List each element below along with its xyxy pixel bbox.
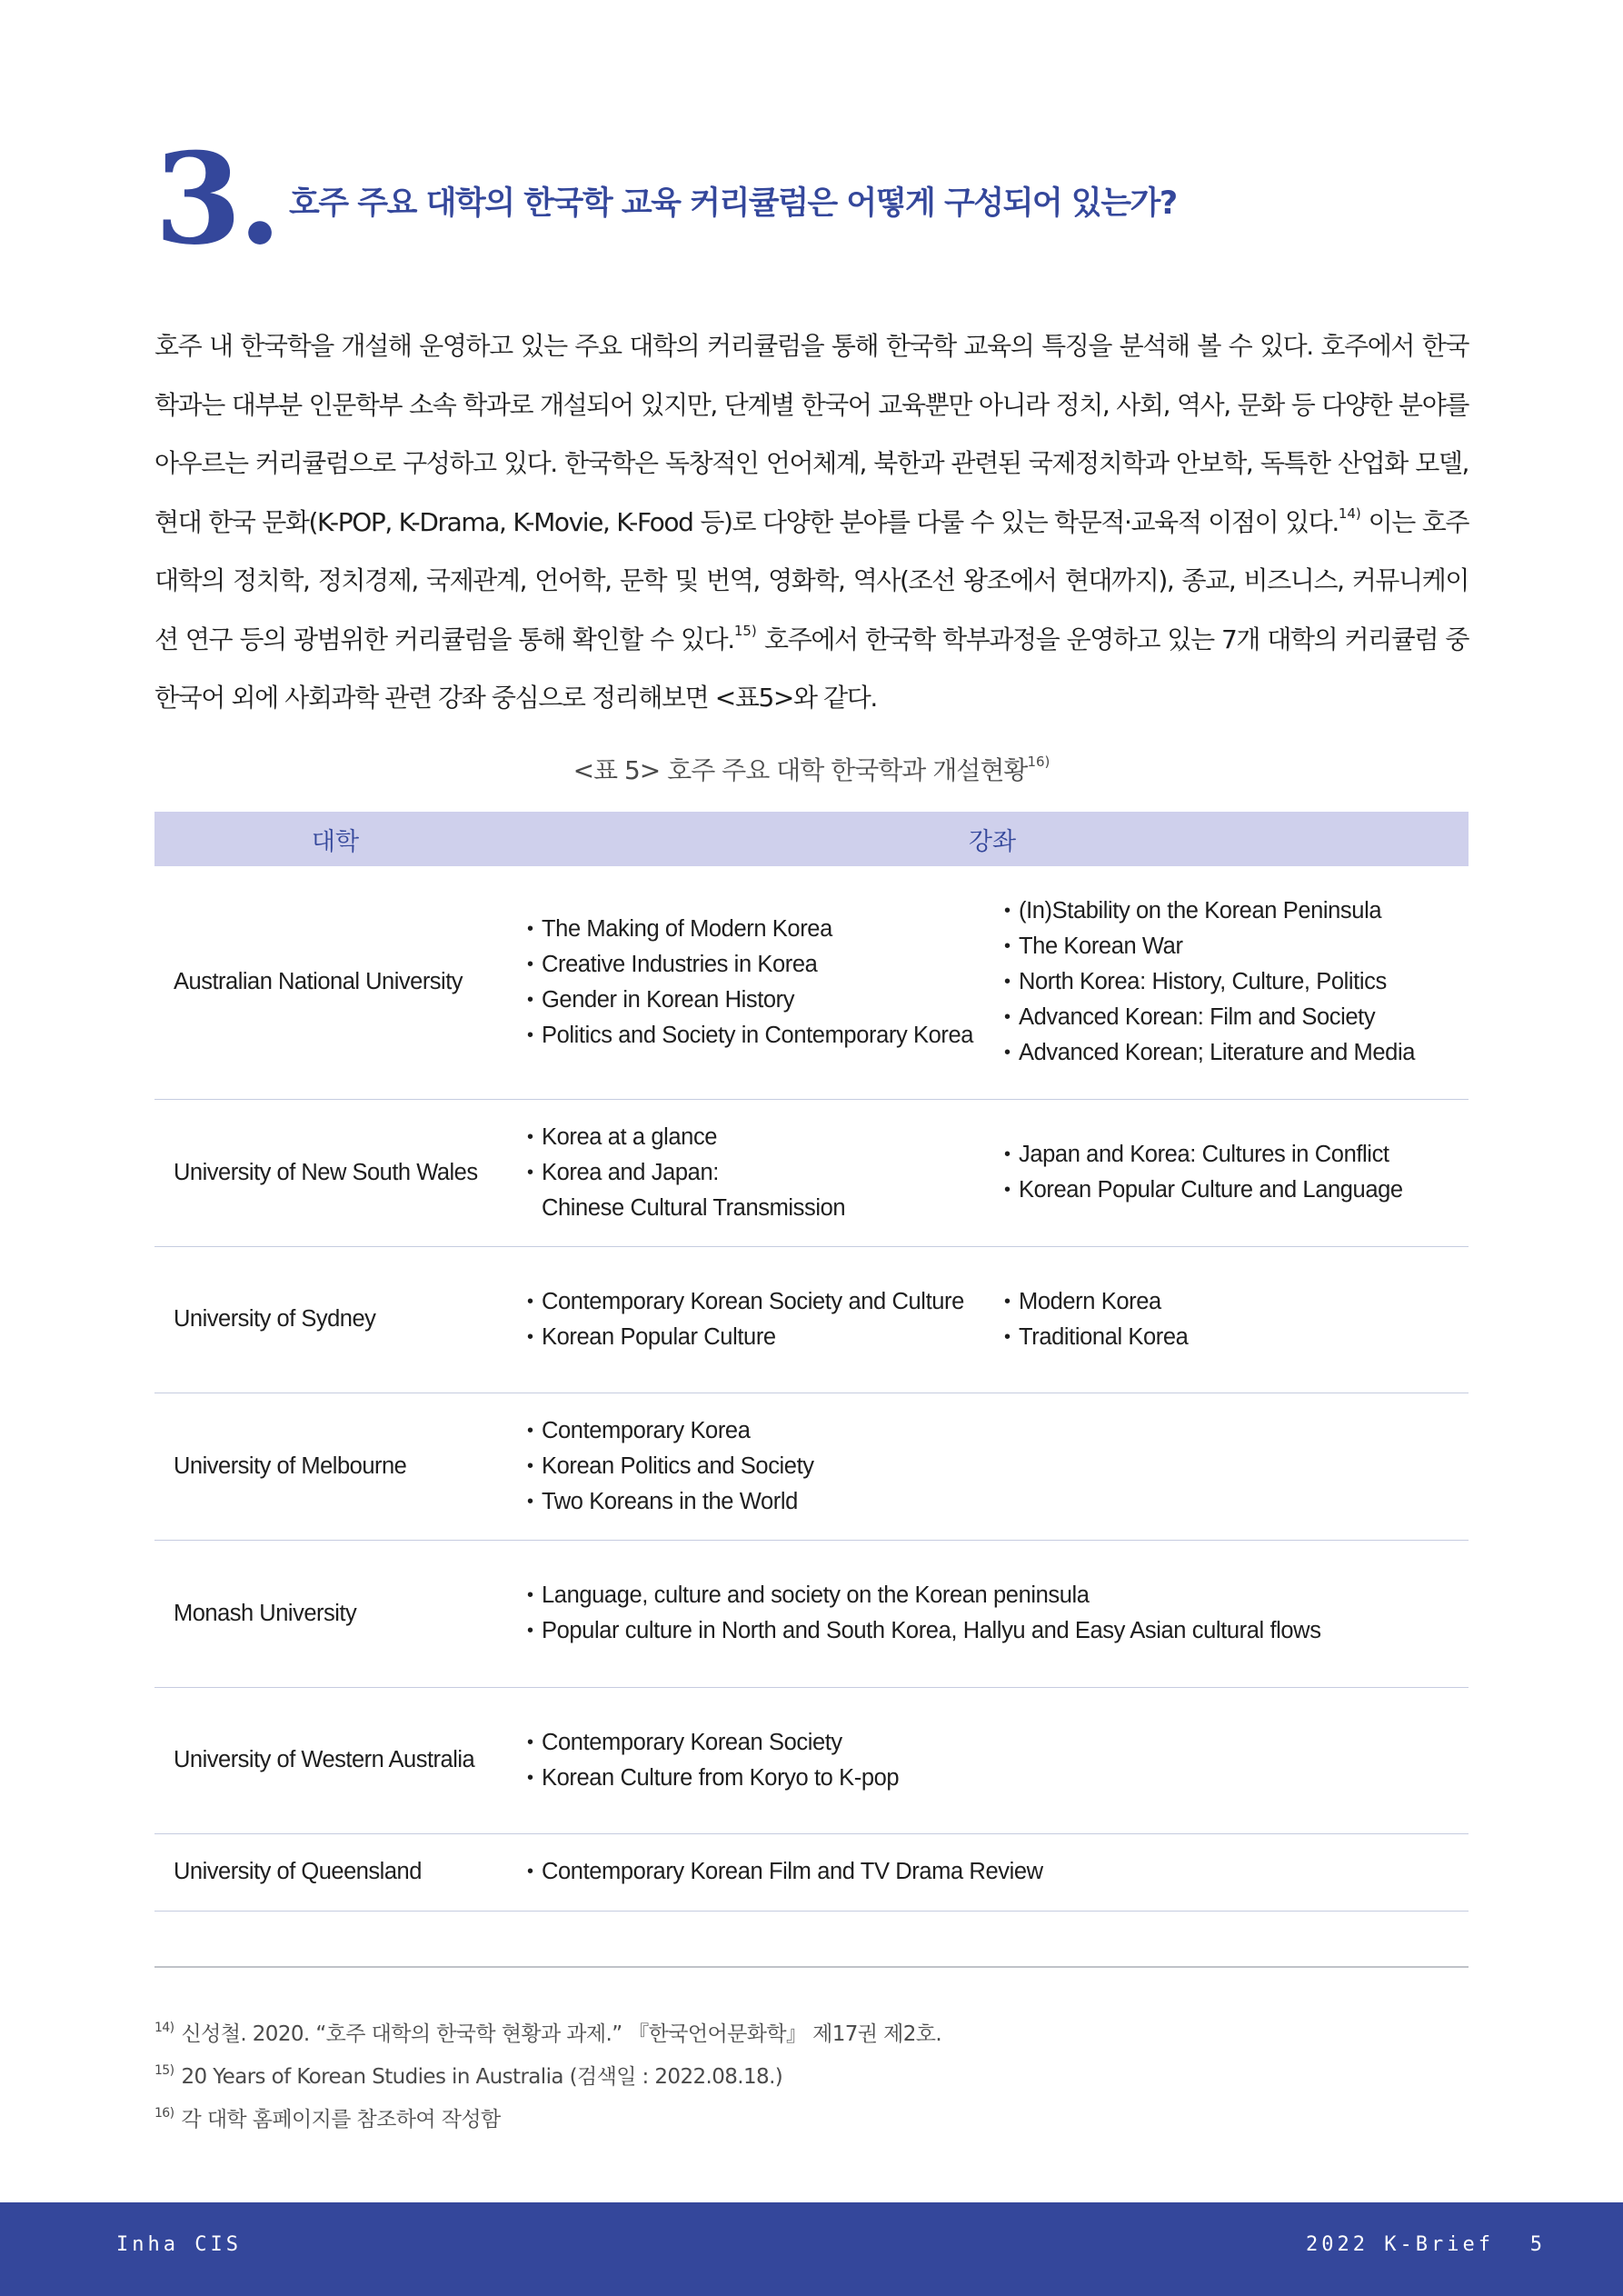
footnote-ref-15[interactable]: 15)	[733, 622, 757, 639]
header-university: 대학	[154, 812, 516, 866]
course-item: • Advanced Korean; Literature and Media	[1004, 1035, 1469, 1071]
university-name: University of New South Wales	[154, 1099, 516, 1246]
course-item: • The Making of Modern Korea	[527, 912, 993, 947]
university-name: University of Queensland	[154, 1833, 516, 1911]
course-list-col1	[516, 1833, 1469, 1911]
course-list-col1	[516, 1540, 1469, 1687]
course-item: • Korean Popular Culture	[527, 1320, 993, 1355]
table-row	[154, 1833, 1469, 1911]
footnote-number: 16)	[154, 2106, 174, 2121]
course-item: • Politics and Society in Contemporary Korea	[527, 1018, 993, 1053]
course-table	[154, 812, 1469, 1912]
course-list-col1	[516, 1393, 1469, 1540]
course-item: • Contemporary Korean Society	[527, 1725, 1469, 1761]
course-item: • The Korean War	[1004, 929, 1469, 964]
footnote-item	[154, 2052, 1469, 2095]
body-text-part1: 호주 내 한국학을 개설해 운영하고 있는 주요 대학의 커리큘럼을 통해 한국학 교육의 특징을 분석해 볼 수 있다. 호주에서 한국학과는 대부분 인문학부 소속 학과로 개설되어 있지만, 단계별 한국어 교육뿐만 아니라 정치, 사회, 역사, 문화 등 다양한 분야를 아우르는 커리큘럼으로 구성하고 있다. 한국학은 독창적인 언어체계, 북한과 관련된 국제정치학과 안보학, 독특한 산업화 모델, 현대 한국 문화(K-POP, K-Drama, K-Movie, K-Food 등)로 다양한 분야를 다룰 수 있는 학문적·교육적 이점이 있다.	[154, 331, 1469, 537]
course-item: • Korean Politics and Society	[527, 1449, 1469, 1484]
table-row	[154, 1393, 1469, 1540]
table-row	[154, 866, 1469, 1099]
footnote-text: 20 Years of Korean Studies in Australia (검색일 : 2022.08.18.)	[181, 2065, 783, 2089]
course-item: • Korean Culture from Koryo to K-pop	[527, 1761, 1469, 1796]
course-item: • Korean Popular Culture and Language	[1004, 1173, 1469, 1208]
footnote-ref-14[interactable]: 14)	[1338, 504, 1361, 522]
page-footer	[0, 2202, 1623, 2296]
course-item-continuation: Chinese Cultural Transmission	[542, 1194, 846, 1221]
footnote-ref-16[interactable]: 16)	[1027, 754, 1050, 770]
footnote-number: 15)	[154, 2063, 174, 2078]
course-item: • Korea at a glance	[527, 1120, 993, 1155]
course-list-col2	[993, 1099, 1469, 1246]
table-caption-text: <표 5> 호주 주요 대학 한국학과 개설현황	[573, 755, 1028, 785]
section-heading	[154, 125, 1472, 273]
university-name: Monash University	[154, 1540, 516, 1687]
course-item: • Two Koreans in the World	[527, 1484, 1469, 1520]
course-item: • Gender in Korean History	[527, 983, 993, 1018]
table-row	[154, 1246, 1469, 1393]
university-name: University of Melbourne	[154, 1393, 516, 1540]
table-row	[154, 1099, 1469, 1246]
footnote-text: 각 대학 홈페이지를 참조하여 작성함	[181, 2108, 501, 2131]
course-list-col1	[516, 1246, 993, 1393]
page-number: 5	[1529, 2233, 1542, 2256]
table-row	[154, 1687, 1469, 1833]
course-list-col1	[516, 1687, 1469, 1833]
course-list-col1	[516, 1099, 993, 1246]
course-item: • Creative Industries in Korea	[527, 947, 993, 983]
course-item: • North Korea: History, Culture, Politics	[1004, 964, 1469, 1000]
university-name: University of Western Australia	[154, 1687, 516, 1833]
course-item: • (In)Stability on the Korean Peninsula	[1004, 893, 1469, 929]
course-list-col2	[993, 1246, 1469, 1393]
course-item: • Contemporary Korean Film and TV Drama Review	[527, 1854, 1469, 1890]
table-row	[154, 1540, 1469, 1687]
footnotes	[154, 2010, 1469, 2138]
section-title: 호주 주요 대학의 한국학 교육 커리큘럼은 어떻게 구성되어 있는가?	[289, 185, 1177, 222]
table-header-row	[154, 812, 1469, 866]
footer-publisher: Inha CIS	[116, 2233, 242, 2256]
course-item: • Contemporary Korea	[527, 1413, 1469, 1449]
course-item: • Popular culture in North and South Korea, Hallyu and Easy Asian cultural flows	[527, 1613, 1469, 1649]
section-number: 3.	[154, 125, 279, 273]
table-caption	[154, 751, 1469, 787]
course-item: • Japan and Korea: Cultures in Conflict	[1004, 1137, 1469, 1173]
course-item-text: Korea and Japan:	[542, 1159, 719, 1185]
course-item: • Modern Korea	[1004, 1284, 1469, 1320]
course-list-col2	[993, 866, 1469, 1099]
header-courses: 강좌	[516, 812, 1469, 866]
university-name: Australian National University	[154, 866, 516, 1099]
footnote-item	[154, 2095, 1469, 2138]
footer-publication: 2022 K-Brief	[1306, 2233, 1494, 2256]
body-paragraph	[154, 317, 1469, 728]
footnote-item	[154, 2010, 1469, 2052]
footnote-divider	[154, 1966, 1469, 1968]
footnote-text: 신성철. 2020. “호주 대학의 한국학 현황과 과제.” 『한국언어문화학』 제17권 제2호.	[181, 2022, 942, 2046]
body-text-part2: 이는 호주 대학의 정치학, 정치경제, 국제관계, 언어학, 문학 및 번역, 영화학, 역사(조선 왕조에서 현대까지), 종교, 비즈니스, 커뮤니케이션 연구 등의 광범위한 커리큘럼을 통해 확인할 수 있다.	[154, 506, 1469, 654]
footnote-number: 14)	[154, 2021, 174, 2035]
course-item: • Advanced Korean: Film and Society	[1004, 1000, 1469, 1035]
course-list-col1	[516, 866, 993, 1099]
body-text-part3: 호주에서 한국학 학부과정을 운영하고 있는 7개 대학의 커리큘럼 중 한국어 외에 사회과학 관련 강좌 중심으로 정리해보면 <표5>와 같다.	[154, 624, 1469, 713]
course-item: • Language, culture and society on the Korean peninsula	[527, 1578, 1469, 1613]
course-item	[527, 1155, 993, 1226]
course-item: • Contemporary Korean Society and Culture	[527, 1284, 993, 1320]
university-name: University of Sydney	[154, 1246, 516, 1393]
course-item: • Traditional Korea	[1004, 1320, 1469, 1355]
